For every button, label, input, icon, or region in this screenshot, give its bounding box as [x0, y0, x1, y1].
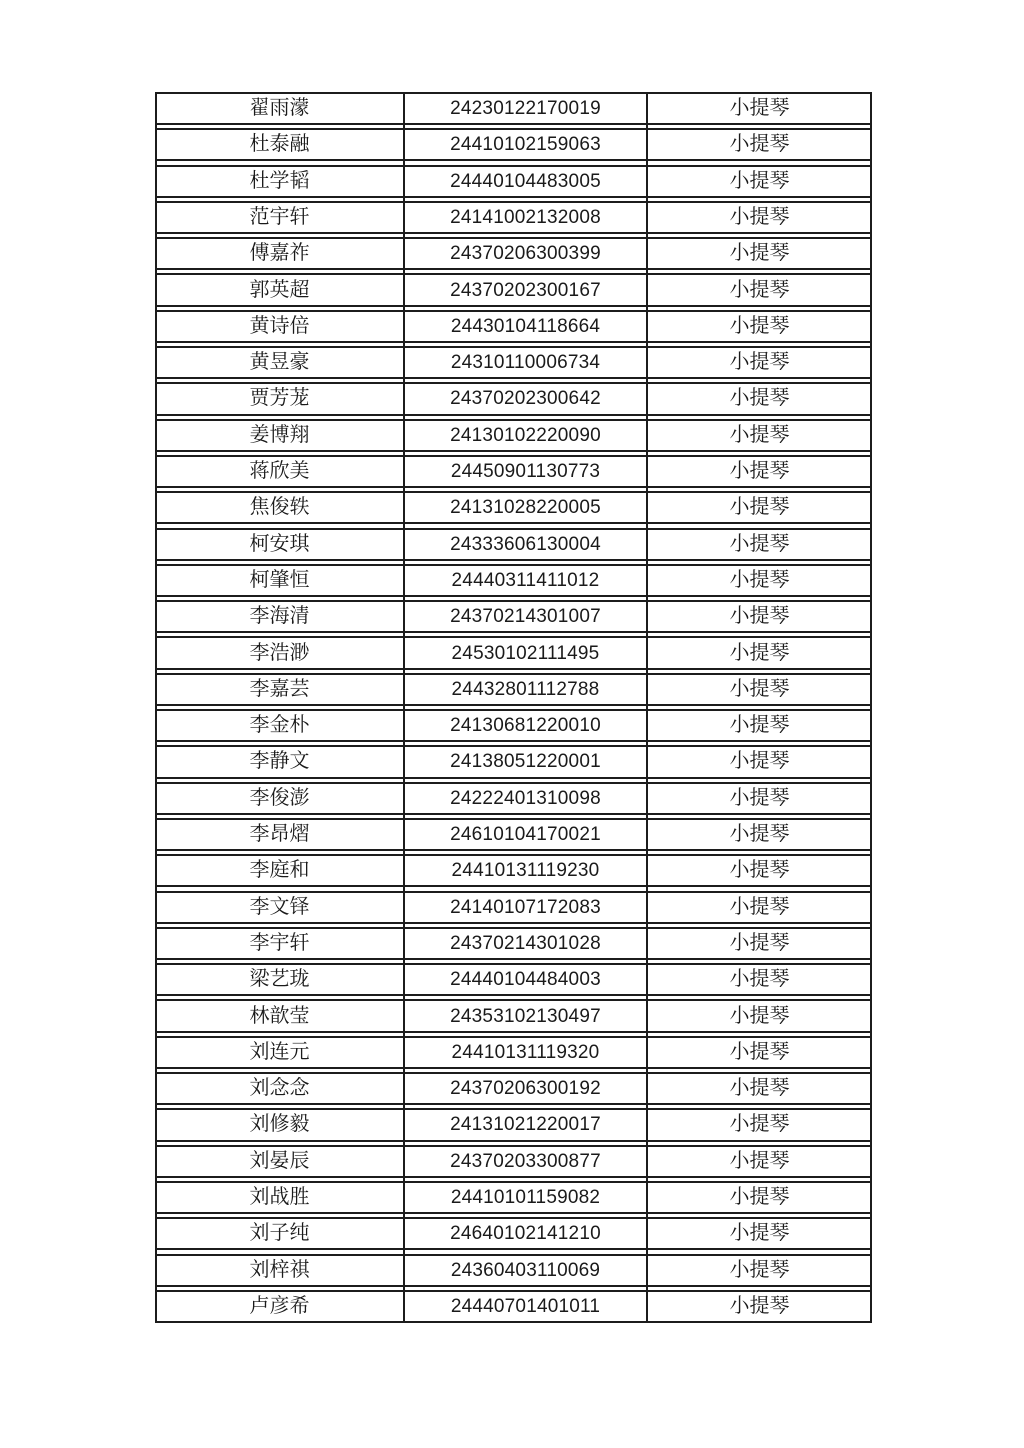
- student-name: 贾芳茏: [249, 387, 310, 410]
- instrument: 小提琴: [729, 677, 790, 700]
- table-row: [155, 1108, 872, 1141]
- instrument: 小提琴: [729, 1222, 790, 1245]
- exam-id: 24333606130004: [450, 533, 601, 555]
- instrument: 小提琴: [729, 496, 790, 519]
- student-name: 蒋欣美: [249, 460, 310, 483]
- table-row: [155, 673, 872, 706]
- table-row: [155, 1145, 872, 1178]
- exam-id: 24222401310098: [450, 787, 601, 809]
- exam-id: 24530102111495: [451, 642, 600, 664]
- instrument: 小提琴: [729, 1040, 790, 1063]
- exam-id: 24353102130497: [450, 1005, 601, 1027]
- exam-id: 24410101159082: [450, 1187, 601, 1208]
- student-name: 焦俊轶: [249, 496, 310, 519]
- table-row: [155, 709, 872, 742]
- exam-id: 24610104170021: [450, 824, 601, 846]
- student-name: 杜学韬: [249, 169, 310, 192]
- instrument: 小提琴: [729, 641, 790, 664]
- table-row: [155, 273, 872, 306]
- table-row: [155, 455, 872, 488]
- instrument: 小提琴: [729, 423, 790, 446]
- student-name: 李庭和: [249, 859, 310, 882]
- student-name: 李文铎: [249, 895, 310, 918]
- instrument: 小提琴: [729, 859, 790, 882]
- student-name: 李金朴: [249, 714, 310, 737]
- table-right-border: [870, 92, 872, 1323]
- instrument: 小提琴: [729, 605, 790, 628]
- student-name: 黄诗倍: [249, 314, 310, 337]
- instrument: 小提琴: [729, 351, 790, 374]
- instrument: 小提琴: [729, 1113, 790, 1136]
- exam-id: 24430104118664: [450, 315, 601, 337]
- table-row: [155, 92, 872, 125]
- table-row: [155, 382, 872, 415]
- instrument: 小提琴: [729, 242, 790, 265]
- student-name: 李嘉芸: [249, 677, 310, 700]
- student-name: 刘子纯: [249, 1222, 310, 1245]
- table-row: [155, 1254, 872, 1287]
- exam-id: 24310110006734: [450, 352, 601, 374]
- exam-id: 24370206300399: [450, 243, 601, 265]
- instrument: 小提琴: [729, 205, 790, 228]
- table-row: [155, 165, 872, 198]
- table-row: [155, 1217, 872, 1250]
- exam-id: 24640102141210: [450, 1223, 601, 1245]
- instrument: 小提琴: [729, 97, 790, 120]
- table-row: [155, 636, 872, 669]
- table-row: [155, 310, 872, 343]
- instrument: 小提琴: [729, 931, 790, 954]
- exam-id: 24370214301007: [450, 606, 601, 628]
- exam-id: 24410131119320: [451, 1041, 600, 1063]
- instrument: 小提琴: [729, 133, 790, 156]
- roster-table: [155, 92, 872, 1323]
- instrument: 小提琴: [729, 786, 790, 809]
- exam-id: 24230122170019: [450, 98, 601, 120]
- student-name: 李宇轩: [249, 931, 310, 954]
- student-name: 范宇轩: [249, 205, 310, 228]
- student-name: 杜泰融: [249, 133, 310, 156]
- student-name: 刘修毅: [249, 1113, 310, 1136]
- exam-id: 24432801112788: [451, 678, 600, 700]
- instrument: 小提琴: [729, 169, 790, 192]
- student-name: 傅嘉祚: [249, 242, 310, 265]
- table-row: [155, 528, 872, 561]
- exam-id: 24370214301028: [450, 932, 601, 954]
- table-row: [155, 745, 872, 778]
- instrument: 小提琴: [729, 314, 790, 337]
- table-row: [155, 891, 872, 924]
- exam-id: 24360403110069: [450, 1259, 601, 1281]
- student-name: 郭英超: [249, 278, 310, 301]
- table-row: [155, 491, 872, 524]
- student-name: 卢彦希: [249, 1294, 310, 1317]
- table-row: [155, 1072, 872, 1105]
- student-name: 李静文: [249, 750, 310, 773]
- student-name: 黄昱豪: [249, 351, 310, 374]
- exam-id: 24440311411012: [451, 569, 600, 591]
- table-column-divider-1: [403, 92, 405, 1323]
- student-name: 刘晏辰: [249, 1149, 310, 1172]
- student-name: 李昂熠: [249, 823, 310, 846]
- table-row: [155, 564, 872, 597]
- exam-id: 24140107172083: [450, 896, 601, 918]
- exam-id: 24138051220001: [450, 751, 601, 773]
- table-row: [155, 927, 872, 960]
- table-left-border: [155, 92, 157, 1323]
- exam-id: 24130681220010: [450, 715, 601, 737]
- student-name: 刘连元: [249, 1040, 310, 1063]
- student-name: 翟雨濛: [249, 97, 310, 120]
- instrument: 小提琴: [729, 823, 790, 846]
- instrument: 小提琴: [729, 1294, 790, 1317]
- student-name: 柯安琪: [249, 532, 310, 555]
- instrument: 小提琴: [729, 568, 790, 591]
- table-column-divider-2: [646, 92, 648, 1323]
- instrument: 小提琴: [729, 750, 790, 773]
- table-row: [155, 818, 872, 851]
- instrument: 小提琴: [729, 714, 790, 737]
- exam-id: 24440701401011: [450, 1295, 601, 1317]
- table-row: [155, 346, 872, 379]
- student-name: 李俊澎: [249, 786, 310, 809]
- table-row: [155, 1290, 872, 1323]
- exam-id: 24141002132008: [450, 206, 601, 228]
- student-name: 姜博翔: [249, 423, 310, 446]
- instrument: 小提琴: [729, 532, 790, 555]
- instrument: 小提琴: [729, 968, 790, 991]
- exam-id: 24410102159063: [450, 134, 601, 156]
- table-row: [155, 600, 872, 633]
- instrument: 小提琴: [729, 387, 790, 410]
- student-name: 刘念念: [249, 1077, 310, 1100]
- student-name: 刘梓祺: [249, 1258, 310, 1281]
- student-name: 李海清: [249, 605, 310, 628]
- table-row: [155, 1036, 872, 1069]
- exam-id: 24370203300877: [450, 1150, 601, 1172]
- student-name: 刘战胜: [249, 1186, 310, 1208]
- instrument: 小提琴: [729, 278, 790, 301]
- exam-id: 24410131119230: [451, 860, 600, 882]
- exam-id: 24440104483005: [450, 170, 601, 192]
- exam-id: 24370206300192: [450, 1078, 601, 1100]
- instrument: 小提琴: [729, 1149, 790, 1172]
- exam-id: 24130102220090: [450, 424, 601, 446]
- instrument: 小提琴: [729, 895, 790, 918]
- table-row: [155, 1181, 872, 1214]
- instrument: 小提琴: [729, 1004, 790, 1027]
- table-row: [155, 999, 872, 1032]
- student-name: 李浩渺: [249, 641, 310, 664]
- table-row: [155, 201, 872, 234]
- instrument: 小提琴: [729, 1258, 790, 1281]
- student-name: 梁艺珑: [249, 968, 310, 991]
- student-name: 林歆莹: [249, 1004, 310, 1027]
- table-row: [155, 782, 872, 815]
- instrument: 小提琴: [729, 460, 790, 483]
- exam-id: 24131021220017: [450, 1114, 601, 1136]
- table-row: [155, 419, 872, 452]
- exam-id: 24370202300167: [450, 279, 601, 301]
- instrument: 小提琴: [729, 1186, 790, 1208]
- table-row: [155, 854, 872, 887]
- roster-table-rows: [155, 92, 872, 1323]
- exam-id: 24450901130773: [450, 461, 601, 483]
- table-row: [155, 963, 872, 996]
- student-name: 柯肇恒: [249, 568, 310, 591]
- instrument: 小提琴: [729, 1077, 790, 1100]
- exam-id: 24131028220005: [450, 497, 601, 519]
- table-row: [155, 237, 872, 270]
- exam-id: 24440104484003: [450, 969, 601, 991]
- table-row: [155, 128, 872, 161]
- exam-id: 24370202300642: [450, 388, 601, 410]
